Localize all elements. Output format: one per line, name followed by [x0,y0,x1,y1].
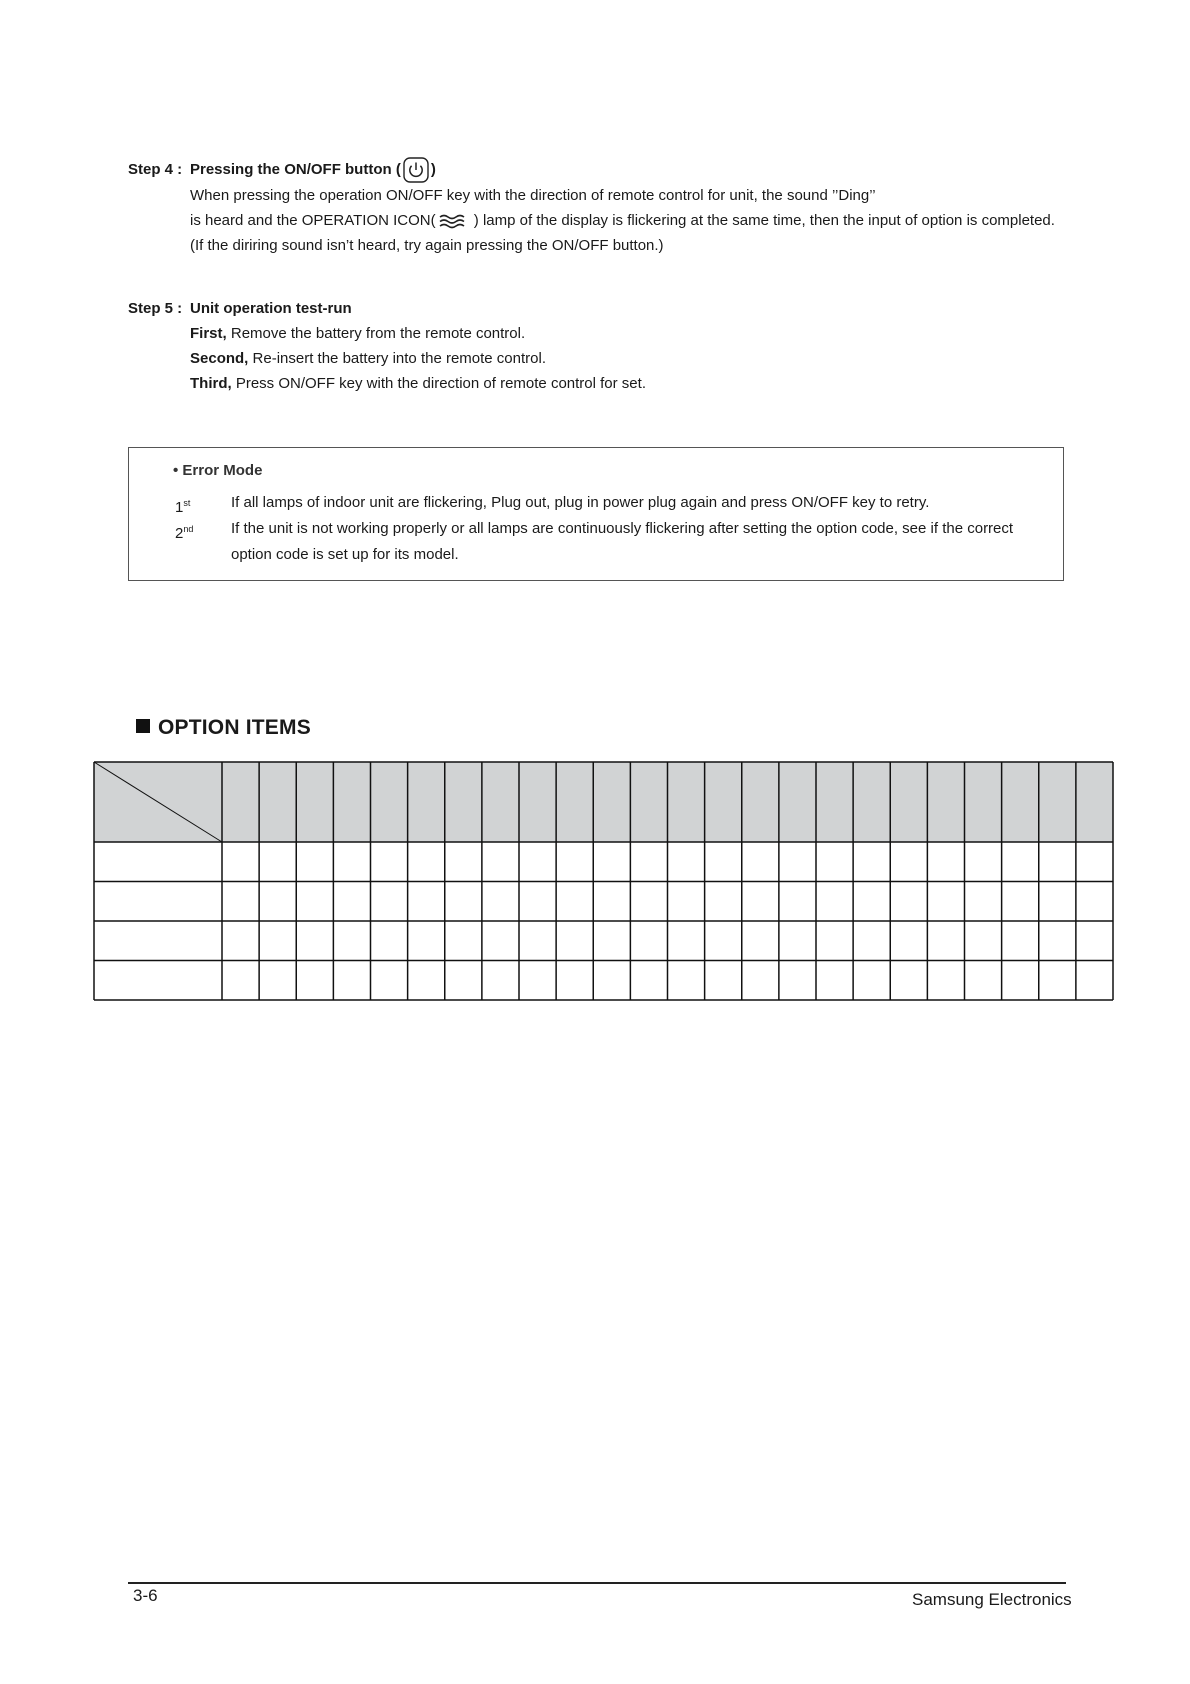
footer-company: Samsung Electronics [912,1590,1072,1609]
error-row-ordinal: 2nd [175,524,194,542]
error-row-text: If the unit is not working properly or all lamps are continuously flickering after setting the option code, see if the correct option code is set up for its model. [231,520,1014,563]
error-row-text: If all lamps of indoor unit are flickering, Plug out, plug in power plug again and press ON/OFF key to retry. [231,494,930,511]
option-items-title: OPTION ITEMS [158,716,311,739]
page-number: 3-6 [133,1586,158,1605]
step-4-title-end: ) [430,161,436,178]
error-mode-title: • Error Mode [173,462,263,479]
step-5-item: Third, Press ON/OFF key with the direction of remote control for set. [190,375,646,392]
footer-rule [128,1582,1066,1584]
table-header-row [94,762,1113,842]
step-5-title: Unit operation test-run [190,300,352,317]
error-row-ordinal: 1st [175,498,191,516]
step-5-item: First, Remove the battery from the remote control. [190,325,526,342]
step-4-line-3: (If the diriring sound isn’t heard, try again pressing the ON/OFF button.) [190,237,664,255]
step-4-line-1: When pressing the operation ON/OFF key with the direction of remote control for unit, the sound ’’Ding’’ [190,187,876,205]
step-4-label: Step 4 : [128,161,183,178]
step-4-line-2: is heard and the OPERATION ICON( ) lamp of the display is flickering at the same time, then the input of option is completed. [190,212,1055,230]
step-4-title: Pressing the ON/OFF button ( [190,161,401,178]
step-5-item: Second, Re-insert the battery into the remote control. [190,350,547,367]
step-5-label: Step 5 : [128,300,183,317]
